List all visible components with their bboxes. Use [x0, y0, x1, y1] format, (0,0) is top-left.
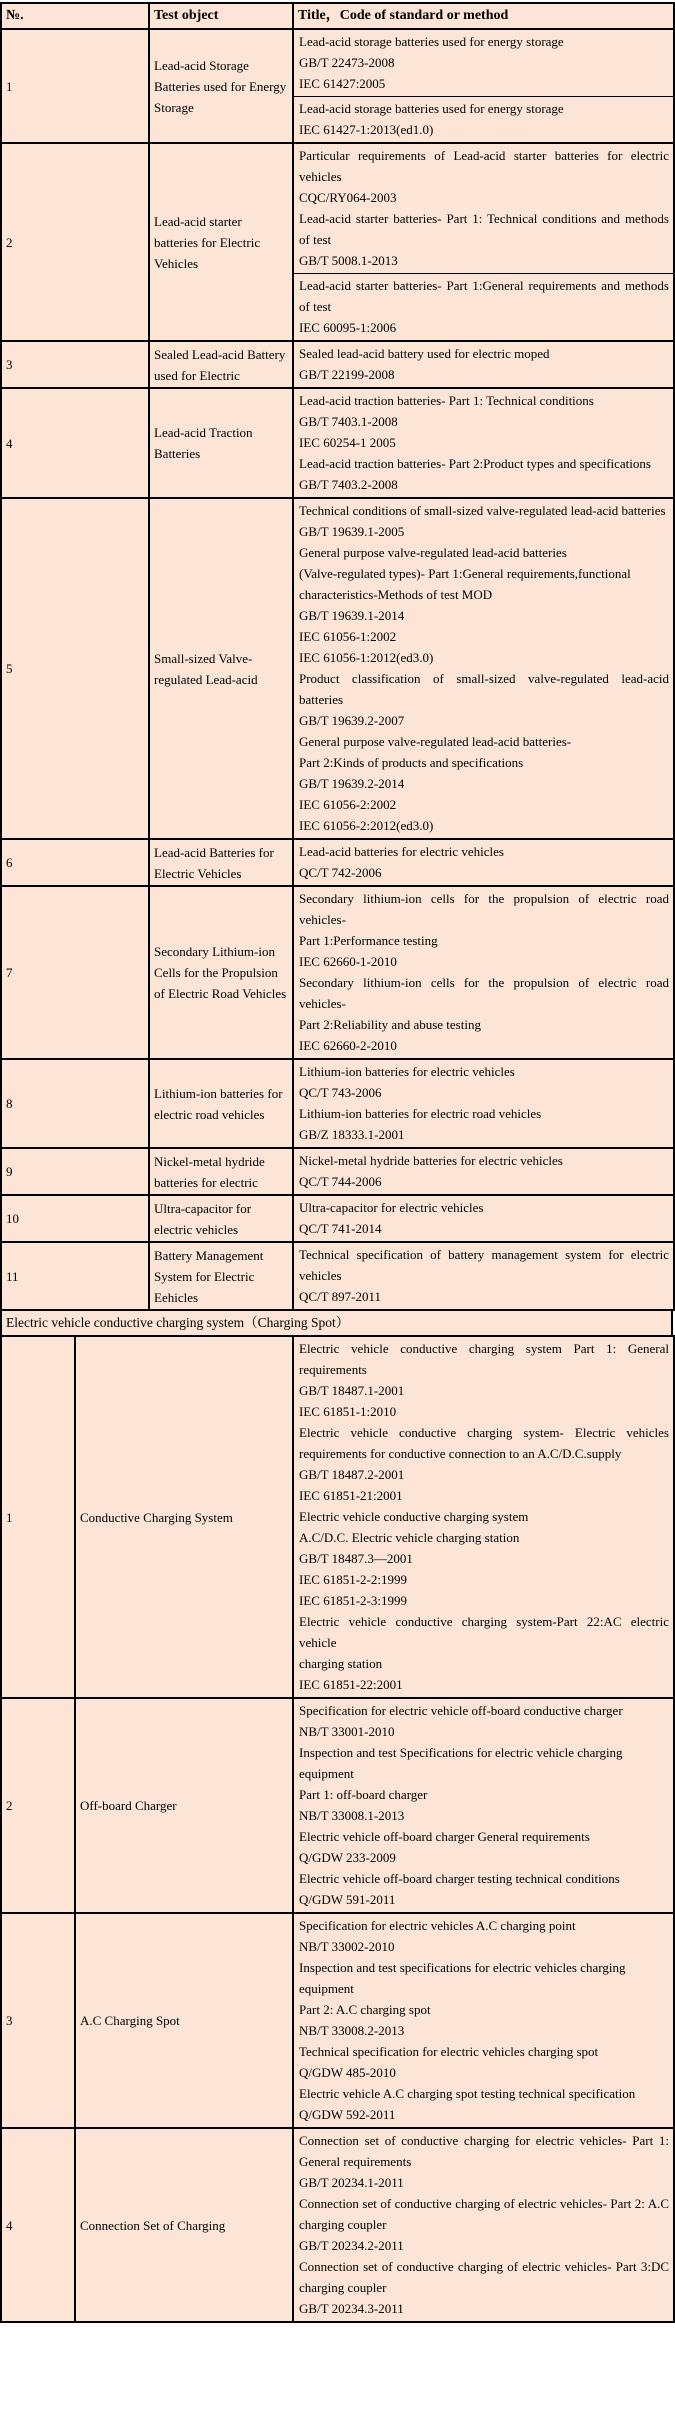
standard-title-line: CQC/RY064-2003	[299, 190, 397, 205]
standard-title-line: Connection set of conductive charging for electric vehicles- Part 1: General requirements	[299, 2133, 669, 2169]
standard-group	[294, 1914, 673, 2127]
row-number-cell: 10	[1, 1195, 149, 1242]
standard-title-line: GB/T 7403.1-2008	[299, 414, 398, 429]
standard-title-line: IEC 61851-2-3:1999	[299, 1593, 407, 1608]
table-row	[1, 143, 674, 341]
row-number-cell: 1	[1, 1336, 75, 1698]
title-code-cell	[293, 1913, 674, 2128]
title-code-cell	[293, 1336, 674, 1698]
standard-title-line: Part 2:Reliability and abuse testing	[299, 1017, 481, 1032]
table-row	[1, 1059, 674, 1148]
standard-group	[294, 887, 673, 1058]
standard-group	[294, 1149, 673, 1194]
standard-title-line: Secondary lithium-ion cells for the propulsion of electric road vehicles-	[299, 891, 669, 927]
standard-title-line: Part 1:Performance testing	[299, 933, 438, 948]
standard-title-line: Q/GDW 591-2011	[299, 1892, 396, 1907]
standard-title-line: Electric vehicle A.C charging spot testing technical specification	[299, 2086, 636, 2101]
table-row	[1, 1195, 674, 1242]
title-code-cell	[293, 1242, 674, 1310]
test-object-cell: Small-sized Valve-regulated Lead-acid	[149, 498, 293, 839]
standard-title-line: NB/T 33008.1-2013	[299, 1808, 405, 1823]
standard-title-line: Secondary lithium-ion cells for the propulsion of electric road vehicles-	[299, 975, 669, 1011]
standard-title-line: IEC 61851-22:2001	[299, 1677, 403, 1692]
standard-title-line: GB/T 19639.2-2014	[299, 776, 405, 791]
standard-title-line: GB/T 18487.3—2001	[299, 1551, 413, 1566]
standard-title-line: Part 2: A.C charging spot	[299, 2002, 431, 2017]
standard-title-line: Lead-acid storage batteries used for energy storage	[299, 101, 564, 116]
standard-title-line: GB/T 18487.2-2001	[299, 1467, 405, 1482]
row-number-cell: 5	[1, 498, 149, 839]
table-row	[1, 1698, 674, 1913]
table-row	[1, 886, 674, 1059]
standard-title-line: GB/Z 18333.1-2001	[299, 1127, 405, 1142]
test-object-cell: Lead-acid Batteries for Electric Vehicles	[149, 839, 293, 886]
row-number-cell: 8	[1, 1059, 149, 1148]
standard-title-line: Q/GDW 592-2011	[299, 2107, 396, 2122]
title-code-cell	[293, 1195, 674, 1242]
standard-title-line: Technical specification for electric vehicles charging spot	[299, 2044, 599, 2059]
standard-title-line: NB/T 33008.2-2013	[299, 2023, 405, 2038]
standard-title-line: IEC 60095-1:2006	[299, 320, 397, 335]
standard-title-line: IEC 61851-1:2010	[299, 1404, 397, 1419]
standard-title-line: GB/T 7403.2-2008	[299, 477, 398, 492]
standard-title-line: Specification for electric vehicles A.C charging point	[299, 1918, 576, 1933]
row-number-cell: 11	[1, 1242, 149, 1310]
test-object-cell: Sealed Lead-acid Battery used for Electric	[149, 341, 293, 388]
standard-title-line: QC/T 897-2011	[299, 1289, 381, 1304]
standard-title-line: QC/T 741-2014	[299, 1221, 382, 1236]
standard-title-line: Connection set of conductive charging of electric vehicles- Part 3:DC charging coupler	[299, 2259, 669, 2295]
standard-title-line: General purpose valve-regulated lead-acid batteries	[299, 545, 567, 560]
row-number-cell: 3	[1, 1913, 75, 2128]
title-code-cell	[293, 388, 674, 498]
standard-group	[294, 342, 673, 387]
row-number-cell: 1	[1, 29, 149, 143]
standard-group	[294, 499, 673, 838]
test-object-cell: Conductive Charging System	[75, 1336, 293, 1698]
standard-title-line: QC/T 743-2006	[299, 1085, 382, 1100]
standard-title-line: NB/T 33002-2010	[299, 1939, 395, 1954]
standard-title-line: IEC 61056-1:2002	[299, 629, 397, 644]
title-code-cell	[293, 341, 674, 388]
title-code-cell	[293, 2128, 674, 2322]
standard-title-line: GB/T 5008.1-2013	[299, 253, 398, 268]
standard-title-line: Electric vehicle conductive charging system- Electric vehicles requirements for conductive connection to an A.C/D.C.supply	[299, 1425, 669, 1461]
standard-title-line: Electric vehicle conductive charging system	[299, 1509, 529, 1524]
charging-section-heading: Electric vehicle conductive charging system（Charging Spot）	[0, 1311, 673, 1335]
charging-standards-table	[0, 1335, 675, 2323]
row-number-cell: 2	[1, 143, 149, 341]
title-code-cell	[293, 886, 674, 1059]
standard-title-line: QC/T 742-2006	[299, 865, 382, 880]
standard-group	[294, 30, 673, 96]
standard-title-line: GB/T 19639.1-2005	[299, 524, 405, 539]
standard-title-line: IEC 61427:2005	[299, 76, 386, 91]
title-code-cell	[293, 1059, 674, 1148]
standard-title-line: Connection set of conductive charging of electric vehicles- Part 2: A.C charging coupler	[299, 2196, 669, 2232]
table-row	[1, 388, 674, 498]
table-row	[1, 341, 674, 388]
title-code-cell	[293, 143, 674, 341]
test-object-cell: Lead-acid Storage Batteries used for Energy Storage	[149, 29, 293, 143]
standard-title-line: Part 1: off-board charger	[299, 1787, 428, 1802]
standard-title-line: (Valve-regulated types)- Part 1:General requirements,functional	[299, 566, 631, 581]
standard-title-line: Electric vehicle off-board charger General requirements	[299, 1829, 590, 1844]
title-code-cell	[293, 839, 674, 886]
table-row	[1, 1242, 674, 1310]
standard-title-line: Product classification of small-sized valve-regulated lead-acid batteries	[299, 671, 669, 707]
standard-title-line: A.C/D.C. Electric vehicle charging station	[299, 1530, 520, 1545]
standard-title-line: GB/T 20234.3-2011	[299, 2301, 404, 2316]
table-row	[1, 2128, 674, 2322]
standard-title-line: IEC 62660-1-2010	[299, 954, 397, 969]
row-number-cell: 7	[1, 886, 149, 1059]
standard-title-line: GB/T 22199-2008	[299, 367, 395, 382]
standard-title-line: NB/T 33001-2010	[299, 1724, 395, 1739]
standard-group	[294, 389, 673, 497]
title-code-cell	[293, 29, 674, 143]
standard-group	[294, 1337, 673, 1697]
test-object-cell: A.C Charging Spot	[75, 1913, 293, 2128]
standard-group	[294, 1699, 673, 1912]
standard-title-line: Lithium-ion batteries for electric road vehicles	[299, 1106, 542, 1121]
row-number-cell: 2	[1, 1698, 75, 1913]
standard-title-line: Lead-acid storage batteries used for energy storage	[299, 34, 564, 49]
test-object-cell: Ultra-capacitor for electric vehicles	[149, 1195, 293, 1242]
title-code-cell	[293, 1148, 674, 1195]
standard-title-line: IEC 61056-1:2012(ed3.0)	[299, 650, 434, 665]
standard-title-line: General purpose valve-regulated lead-acid batteries-	[299, 734, 572, 749]
standard-title-line: GB/T 22473-2008	[299, 55, 395, 70]
standard-title-line: Electric vehicle off-board charger testing technical conditions	[299, 1871, 620, 1886]
test-object-cell: Lithium-ion batteries for electric road vehicles	[149, 1059, 293, 1148]
standard-group	[294, 96, 673, 142]
standard-title-line: Lithium-ion batteries for electric vehicles	[299, 1064, 515, 1079]
standard-title-line: GB/T 19639.2-2007	[299, 713, 405, 728]
standard-group	[294, 840, 673, 885]
row-number-cell: 9	[1, 1148, 149, 1195]
standard-title-line: IEC 61851-2-2:1999	[299, 1572, 407, 1587]
standard-title-line: Inspection and test Specifications for electric vehicle charging	[299, 1745, 623, 1760]
standard-title-line: Electric vehicle conductive charging system-Part 22:AC electric vehicle	[299, 1614, 669, 1650]
battery-standards-table	[0, 2, 675, 1311]
standard-title-line: QC/T 744-2006	[299, 1174, 382, 1189]
standard-title-line: Lead-acid traction batteries- Part 2:Product types and specifications	[299, 456, 651, 471]
standard-title-line: Q/GDW 233-2009	[299, 1850, 396, 1865]
standard-title-line: Inspection and test specifications for electric vehicles charging	[299, 1960, 626, 1975]
standard-title-line: Lead-acid traction batteries- Part 1: Technical conditions	[299, 393, 594, 408]
standard-title-line: equipment	[299, 1766, 354, 1781]
standard-title-line: IEC 61056-2:2002	[299, 797, 397, 812]
table-row	[1, 498, 674, 839]
standard-title-line: Nickel-metal hydride batteries for electric vehicles	[299, 1153, 563, 1168]
standard-group	[294, 1243, 673, 1309]
row-number-cell: 6	[1, 839, 149, 886]
test-object-cell: Nickel-metal hydride batteries for electric	[149, 1148, 293, 1195]
table-row	[1, 1148, 674, 1195]
standard-title-line: Particular requirements of Lead-acid starter batteries for electric vehicles	[299, 148, 669, 184]
standard-title-line: Specification for electric vehicle off-board conductive charger	[299, 1703, 623, 1718]
test-object-cell: Lead-acid starter batteries for Electric Vehicles	[149, 143, 293, 341]
standard-title-line: Lead-acid batteries for electric vehicles	[299, 844, 504, 859]
standard-group	[294, 273, 673, 340]
column-header-title-code: Title，Code of standard or method	[293, 3, 674, 29]
standard-title-line: equipment	[299, 1981, 354, 1996]
standard-title-line: charging station	[299, 1656, 383, 1671]
standard-title-line: Sealed lead-acid battery used for electric moped	[299, 346, 550, 361]
standard-title-line: Part 2:Kinds of products and specifications	[299, 755, 524, 770]
standard-title-line: IEC 61851-21:2001	[299, 1488, 403, 1503]
standard-title-line: Ultra-capacitor for electric vehicles	[299, 1200, 484, 1215]
row-number-cell: 3	[1, 341, 149, 388]
standard-group	[294, 1196, 673, 1241]
test-object-cell: Battery Management System for Electric Eehicles	[149, 1242, 293, 1310]
standard-title-line: Technical specification of battery management system for electric vehicles	[299, 1247, 669, 1283]
standard-title-line: GB/T 20234.2-2011	[299, 2238, 404, 2253]
test-object-cell: Off-board Charger	[75, 1698, 293, 1913]
title-code-cell	[293, 498, 674, 839]
test-object-cell: Secondary Lithium-ion Cells for the Propulsion of Electric Road Vehicles	[149, 886, 293, 1059]
table-row	[1, 1336, 674, 1698]
table-row	[1, 1913, 674, 2128]
table-header-row	[1, 3, 674, 29]
standard-title-line: GB/T 19639.1-2014	[299, 608, 405, 623]
standard-group	[294, 2129, 673, 2321]
standard-title-line: IEC 62660-2-2010	[299, 1038, 397, 1053]
table-row	[1, 839, 674, 886]
column-header-number: №.	[1, 3, 149, 29]
row-number-cell: 4	[1, 388, 149, 498]
standard-title-line: Lead-acid starter batteries- Part 1:General requirements and methods of test	[299, 278, 669, 314]
standard-title-line: Technical conditions of small-sized valve-regulated lead-acid batteries	[299, 503, 666, 518]
row-number-cell: 4	[1, 2128, 75, 2322]
table-row	[1, 29, 674, 143]
standard-group	[294, 1060, 673, 1147]
standard-title-line: Electric vehicle conductive charging system Part 1: General requirements	[299, 1341, 669, 1377]
standard-title-line: characteristics-Methods of test MOD	[299, 587, 493, 602]
standard-title-line: GB/T 20234.1-2011	[299, 2175, 404, 2190]
standard-title-line: Lead-acid starter batteries- Part 1: Technical conditions and methods of test	[299, 211, 669, 247]
title-code-cell	[293, 1698, 674, 1913]
standard-title-line: IEC 61056-2:2012(ed3.0)	[299, 818, 434, 833]
test-object-cell: Connection Set of Charging	[75, 2128, 293, 2322]
test-object-cell: Lead-acid Traction Batteries	[149, 388, 293, 498]
standard-title-line: Q/GDW 485-2010	[299, 2065, 396, 2080]
column-header-test-object: Test object	[149, 3, 293, 29]
standard-group	[294, 144, 673, 273]
standard-title-line: IEC 61427-1:2013(ed1.0)	[299, 122, 434, 137]
standard-title-line: IEC 60254-1 2005	[299, 435, 396, 450]
standard-title-line: GB/T 18487.1-2001	[299, 1383, 405, 1398]
